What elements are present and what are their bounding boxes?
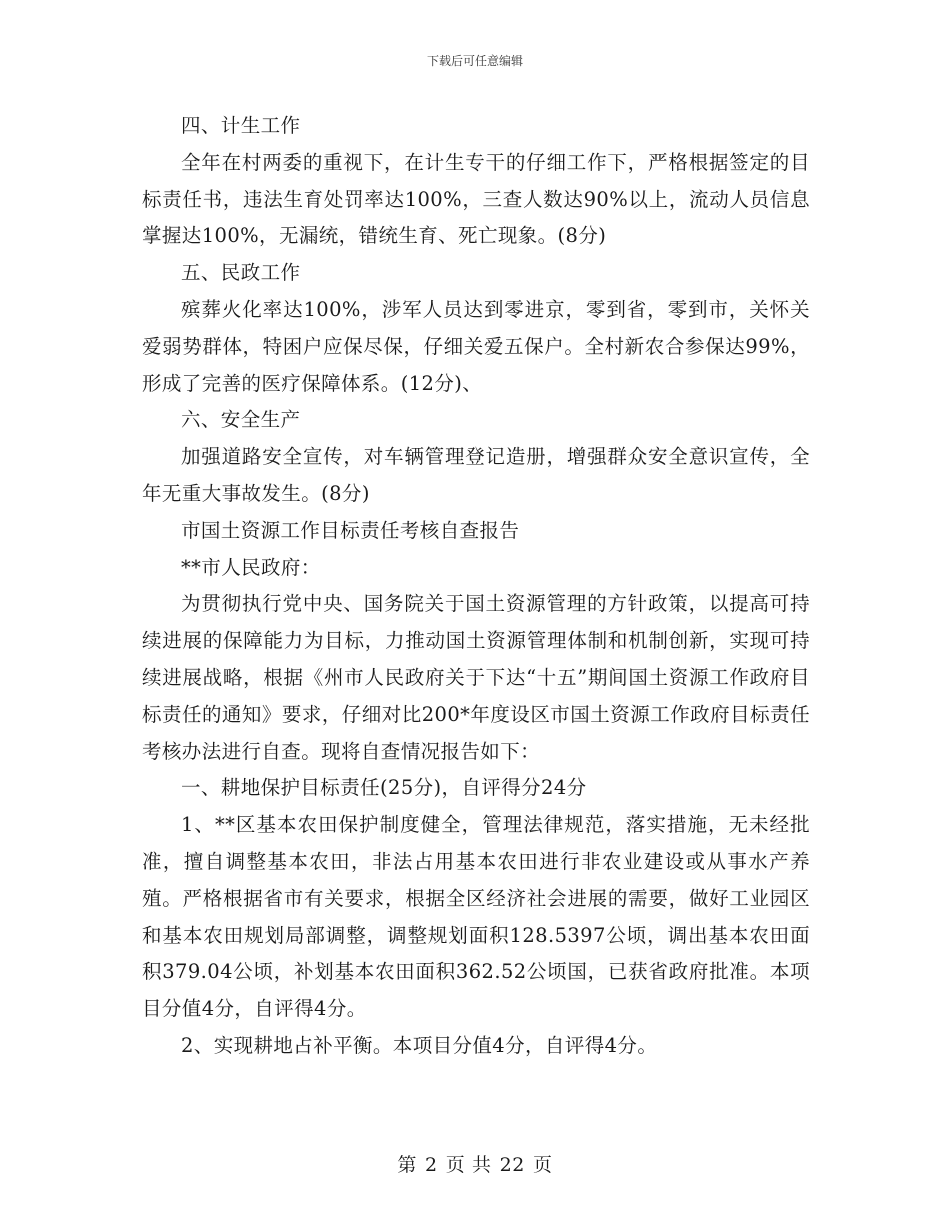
paragraph-report-intro: 为贯彻执行党中央、国务院关于国土资源管理的方针政策，以提高可持续进展的保障能力为目标，力推动国土资源管理体制和机制创新，实现可持续进展战略，根据《州市人民政府关于下达“十五”期间国土资源工作政府目标责任的通知》要求，仔细对比200*年度设区市国土资源工作政府目标责任考核办法进行自查。现将自查情况报告如下： bbox=[142, 592, 810, 763]
report-title: 市国土资源工作目标责任考核自查报告 bbox=[181, 518, 520, 542]
report-addressee: **市人民政府： bbox=[181, 555, 321, 579]
footer-page-number: 2 bbox=[425, 1154, 438, 1176]
section-heading-farmland: 一、耕地保护目标责任(25分)，自评得分24分 bbox=[181, 776, 587, 800]
footer-total-pages: 22 bbox=[499, 1154, 525, 1176]
paragraph-farmland-item-1: 1、**区基本农田保护制度健全，管理法律规范，落实措施，无未经批准，擅自调整基本农田，非法占用基本农田进行非农业建设或从事水产养殖。严格根据省市有关要求，根据全区经济社会进展的需要，做好工业园区和基本农田规划局部调整，调整规划面积128.5397公顷，调出基本农田面积379.04公顷，补划基本农田面积362.52公顷国，已获省政府批准。本项目分值4分，自评得4分。 bbox=[142, 813, 810, 1021]
document-body bbox=[142, 108, 810, 1065]
paragraph-civil-affairs: 殡葬火化率达100%，涉军人员达到零进京，零到省，零到市，关怀关爱弱势群体，特困户应保尽保，仔细关爱五保户。全村新农合参保达99%，形成了完善的医疗保障体系。(12分)、 bbox=[142, 297, 810, 395]
footer-mid: 页 共 bbox=[445, 1154, 492, 1176]
paragraph-safety: 加强道路安全宣传，对车辆管理登记造册，增强群众安全意识宣传，全年无重大事故发生。(8分) bbox=[142, 445, 810, 505]
footer-suffix: 页 bbox=[532, 1154, 553, 1176]
page-footer bbox=[0, 1150, 950, 1177]
page-header-note: 下载后可任意编辑 bbox=[426, 54, 523, 68]
paragraph-family-planning: 全年在村两委的重视下，在计生专干的仔细工作下，严格根据签定的目标责任书，违法生育处罚率达100%，三查人数达90%以上，流动人员信息掌握达100%，无漏统，错统生育、死亡现象。(8分) bbox=[142, 150, 810, 248]
section-heading-safety: 六、安全生产 bbox=[181, 408, 301, 432]
section-heading-civil-affairs: 五、民政工作 bbox=[181, 261, 301, 285]
paragraph-farmland-item-2: 2、实现耕地占补平衡。本项目分值4分，自评得4分。 bbox=[181, 1033, 658, 1057]
section-heading-family-planning: 四、计生工作 bbox=[181, 114, 301, 137]
footer-prefix: 第 bbox=[397, 1154, 418, 1176]
